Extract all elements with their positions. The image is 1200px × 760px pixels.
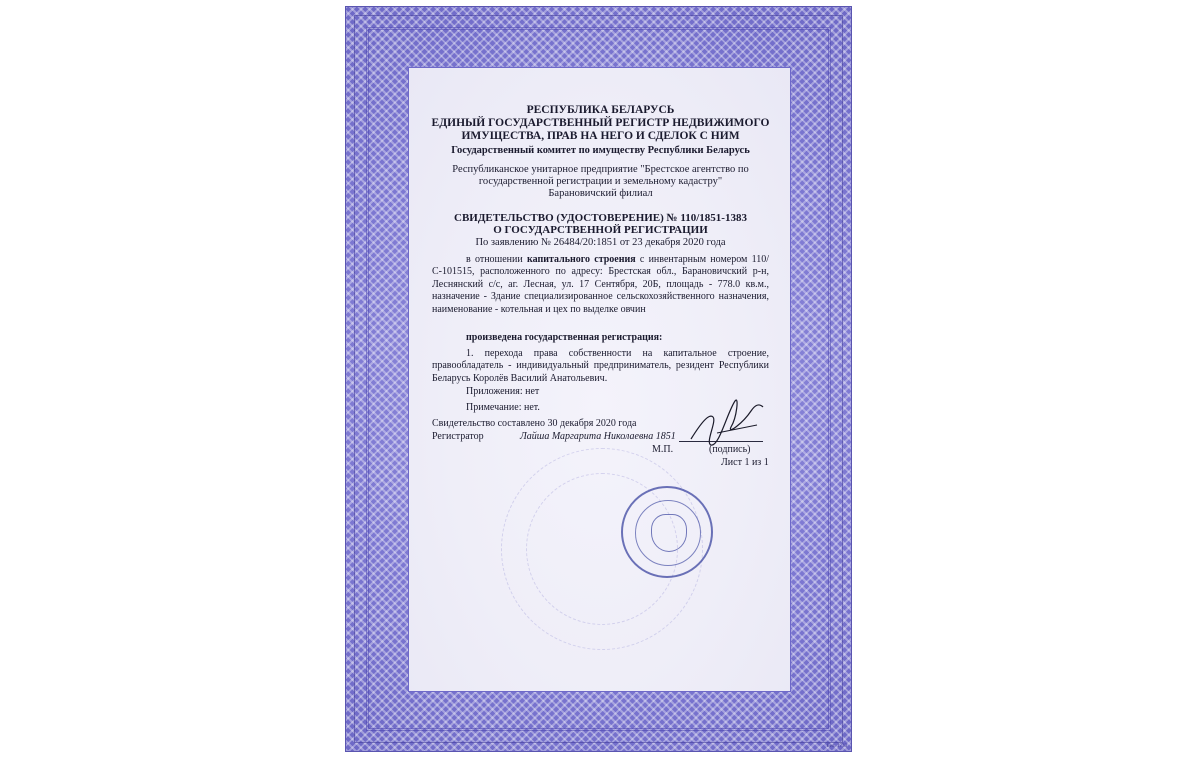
signature-icon (687, 393, 767, 453)
sheet-number: Лист 1 из 1 (721, 457, 769, 468)
registration-heading: произведена государственная регистрация: (466, 332, 663, 343)
object-prefix: в отношении (466, 254, 527, 265)
coat-of-arms-icon (651, 514, 687, 552)
form-code: Бел. 1733 (826, 744, 847, 749)
object-details: с инвентарным номером 110/С-101515, расположенного по адресу: Брестская обл., Барановичский р-н, Леснянский с/с, аг. Лесная, ул. 17 Сентября, 20Б, площадь - 778.0 кв.м., назначение - Здание специализированное сельскохозяйственного назначения, наименование - котельная и цех по выделке овчин (432, 254, 769, 315)
certificate-subtitle: О ГОСУДАРСТВЕННОЙ РЕГИСТРАЦИИ (493, 224, 708, 236)
registrar-label: Регистратор (432, 431, 484, 442)
certificate-sheet (345, 6, 852, 752)
signature-label: (подпись) (709, 444, 751, 455)
certificate-paper (408, 67, 791, 692)
header-register-line2: ИМУЩЕСТВА, ПРАВ НА НЕГО И СДЕЛОК С НИМ (461, 130, 740, 142)
agency-line2: государственной регистрации и земельному кадастру" (478, 176, 723, 187)
issue-date: Свидетельство составлено 30 декабря 2020 года (432, 418, 637, 429)
attachments: Приложения: нет (466, 386, 540, 397)
note: Примечание: нет. (466, 402, 540, 413)
registrar-name: Лайша Маргарита Николаевна 1851 (520, 431, 676, 442)
seal-label: М.П. (652, 444, 674, 455)
object-description (432, 254, 769, 316)
header-country: РЕСПУБЛИКА БЕЛАРУСЬ (526, 104, 675, 116)
header-register-line1: ЕДИНЫЙ ГОСУДАРСТВЕННЫЙ РЕГИСТР НЕДВИЖИМОГО (431, 117, 770, 129)
agency-line3: Барановичский филиал (548, 188, 653, 199)
object-type: капитального строения (526, 254, 636, 265)
official-seal (621, 486, 713, 578)
application-reference: По заявлению № 26484/20:1851 от 23 декабря 2020 года (475, 237, 726, 248)
certificate-title: СВИДЕТЕЛЬСТВО (УДОСТОВЕРЕНИЕ) № 110/1851-1383 (454, 212, 747, 224)
agency-line1: Республиканское унитарное предприятие "Брестское агентство по (452, 164, 749, 175)
header-committee: Государственный комитет по имуществу Республики Беларусь (451, 145, 750, 156)
registration-item: 1. перехода права собственности на капитальное строение, правообладатель - индивидуальный предприниматель, резидент Республики Беларусь Королёв Василий Анатольевич. (432, 348, 769, 384)
